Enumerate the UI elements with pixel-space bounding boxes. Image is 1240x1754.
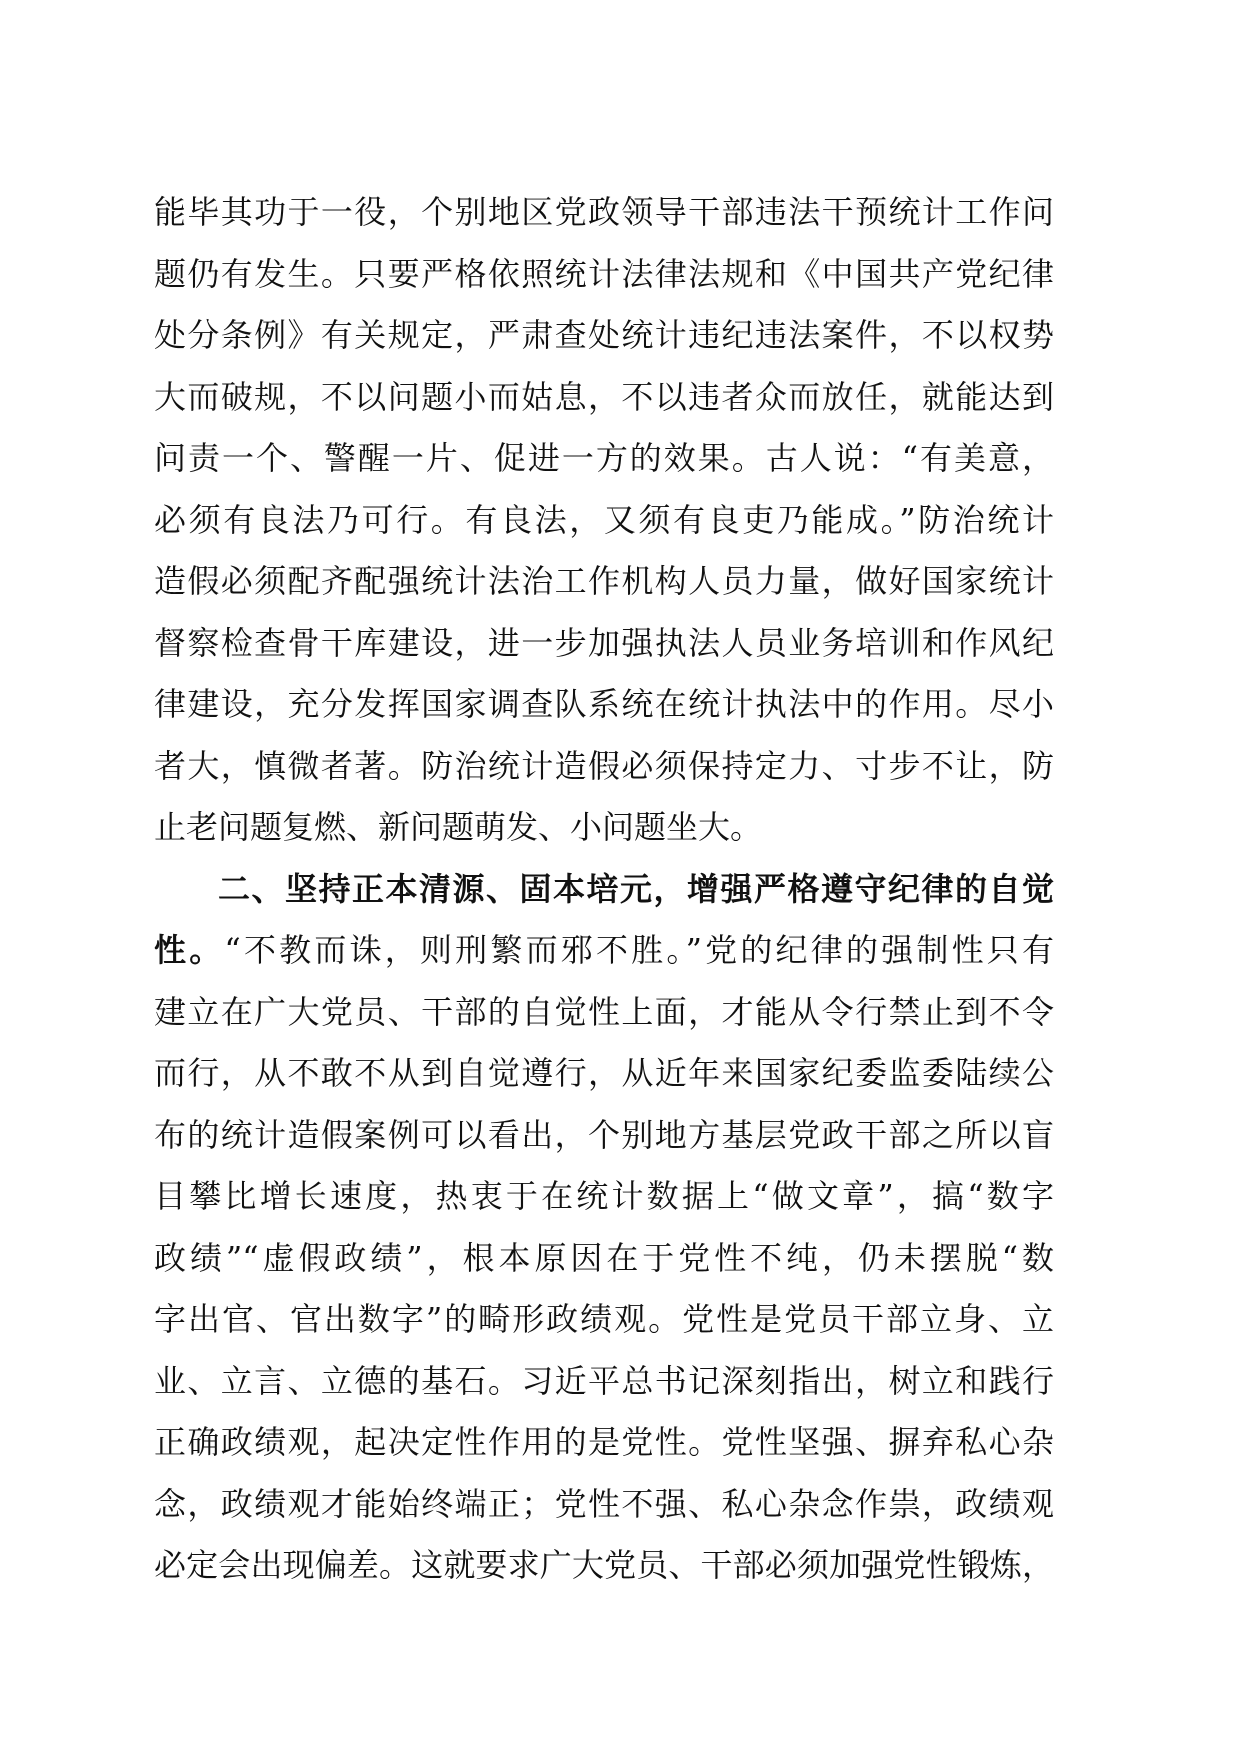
paragraph-line: 目攀比增长速度，热衷于在统计数据上“做文章”，搞“数字 <box>154 1177 1054 1215</box>
paragraph-line: 问责一个、警醒一片、促进一方的效果。古人说：“有美意， <box>154 439 1054 477</box>
body-text <box>154 182 1054 1597</box>
paragraph-line: 念，政绩观才能始终端正；党性不强、私心杂念作祟，政绩观 <box>154 1484 1054 1523</box>
paragraph-line: 必须有良法乃可行。有良法，又须有良吏乃能成。”防治统计 <box>154 500 1054 539</box>
paragraph-line: 必定会出现偏差。这就要求广大党员、干部必须加强党性锻炼， <box>154 1546 1054 1584</box>
paragraph-line: 政绩”“虚假政绩”，根本原因在于党性不纯，仍未摆脱“数 <box>154 1238 1054 1277</box>
paragraph-line: 大而破规，不以问题小而姑息，不以违者众而放任，就能达到 <box>154 377 1054 416</box>
paragraph-line <box>154 920 1054 982</box>
paragraph-line: 督察检查骨干库建设，进一步加强执法人员业务培训和作风纪 <box>154 623 1054 662</box>
paragraph-line: 而行，从不敢不从到自觉遵行，从近年来国家纪委监委陆续公 <box>154 1054 1054 1092</box>
paragraph-line: 止老问题复燃、新问题萌发、小问题坐大。 <box>154 808 763 846</box>
paragraph-line-text: “不教而诛，则刑繁而邪不胜。”党的纪律的强制性只有 <box>224 931 1054 969</box>
paragraph-line: 能毕其功于一役，个别地区党政领导干部违法干预统计工作问 <box>154 193 1054 231</box>
paragraph-line: 处分条例》有关规定，严肃查处统计违纪违法案件，不以权势 <box>154 316 1054 354</box>
paragraph-line: 布的统计造假案例可以看出，个别地方基层党政干部之所以盲 <box>154 1115 1054 1154</box>
section-heading: 二、坚持正本清源、固本培元，增强严格遵守纪律的自觉 <box>218 869 1054 908</box>
paragraph-2 <box>154 859 1054 1597</box>
paragraph-1 <box>154 182 1054 859</box>
paragraph-line: 造假必须配齐配强统计法治工作机构人员力量，做好国家统计 <box>154 562 1054 600</box>
paragraph-line: 律建设，充分发挥国家调查队系统在统计执法中的作用。尽小 <box>154 685 1054 723</box>
paragraph-line: 者大，慎微者著。防治统计造假必须保持定力、寸步不让，防 <box>154 746 1054 785</box>
paragraph-line: 业、立言、立德的基石。习近平总书记深刻指出，树立和践行 <box>154 1361 1054 1400</box>
paragraph-line: 题仍有发生。只要严格依照统计法律法规和《中国共产党纪律 <box>154 254 1054 293</box>
paragraph-line: 正确政绩观，起决定性作用的是党性。党性坚强、摒弃私心杂 <box>154 1423 1054 1461</box>
paragraph-line: 建立在广大党员、干部的自觉性上面，才能从令行禁止到不令 <box>154 992 1054 1031</box>
paragraph-line: 字出官、官出数字”的畸形政绩观。党性是党员干部立身、立 <box>154 1300 1054 1338</box>
section-heading-end: 性。 <box>154 931 225 969</box>
